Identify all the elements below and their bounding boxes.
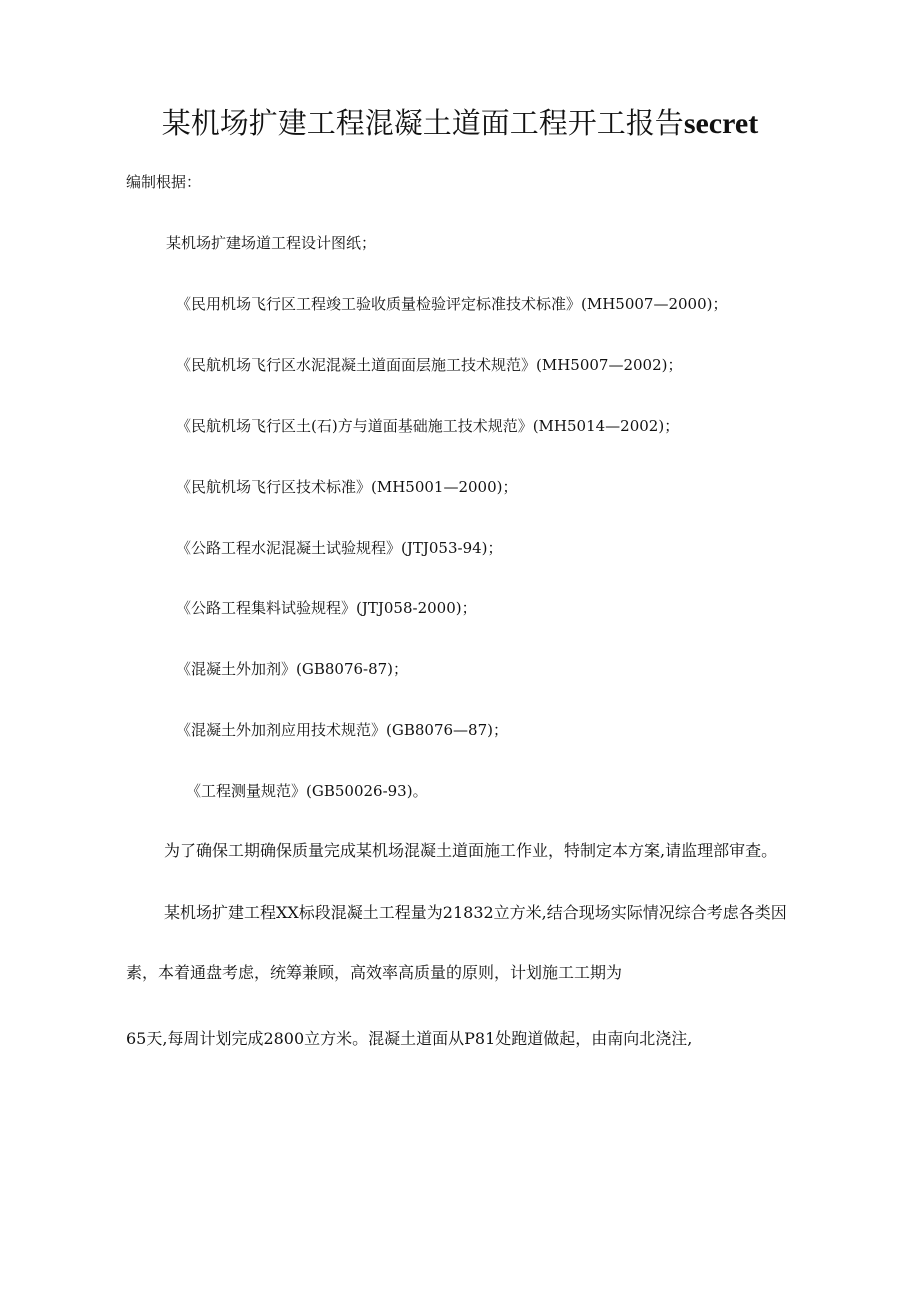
reference-item: 《民用机场飞行区工程竣工验收质量检验评定标准技术标准》(MH5007—2000)； — [176, 295, 728, 313]
reference-item: 《民航机场飞行区水泥混凝土道面面层施工技术规范》(MH5007—2002)； — [176, 356, 683, 374]
body-paragraph: 65天,每周计划完成2800立方米。混凝土道面从P81处跑道做起，由南向北浇注, — [126, 1029, 693, 1048]
document-title-latin: secret — [683, 107, 759, 140]
reference-item: 某机场扩建场道工程设计图纸； — [166, 234, 377, 252]
reference-item: 《工程测量规范》(GB50026-93)。 — [186, 782, 428, 800]
body-paragraph: 为了确保工期确保质量完成某机场混凝土道面施工作业，特制定本方案,请监理部审查。 — [164, 841, 778, 860]
document-title-cjk: 某机场扩建工程混凝土道面工程开工报告 — [161, 106, 684, 140]
body-paragraph: 某机场扩建工程XX标段混凝土工程量为21832立方米,结合现场实际情况综合考虑各类因 — [164, 903, 787, 922]
reference-item: 《混凝土外加剂应用技术规范》(GB8076—87)； — [176, 721, 508, 739]
document-title — [0, 104, 920, 143]
reference-item: 《公路工程集料试验规程》(JTJ058-2000)； — [176, 599, 477, 617]
reference-item: 《民航机场飞行区土(石)方与道面基础施工技术规范》(MH5014—2002)； — [176, 417, 680, 435]
reference-item: 《公路工程水泥混凝土试验规程》(JTJ053-94)； — [176, 539, 503, 557]
basis-heading: 编制根据： — [126, 173, 202, 191]
reference-item: 《混凝土外加剂》(GB8076-87)； — [176, 660, 409, 678]
reference-item: 《民航机场飞行区技术标准》(MH5001—2000)； — [176, 478, 518, 496]
body-paragraph: 素，本着通盘考虑，统筹兼顾，高效率高质量的原则，计划施工工期为 — [126, 963, 623, 982]
